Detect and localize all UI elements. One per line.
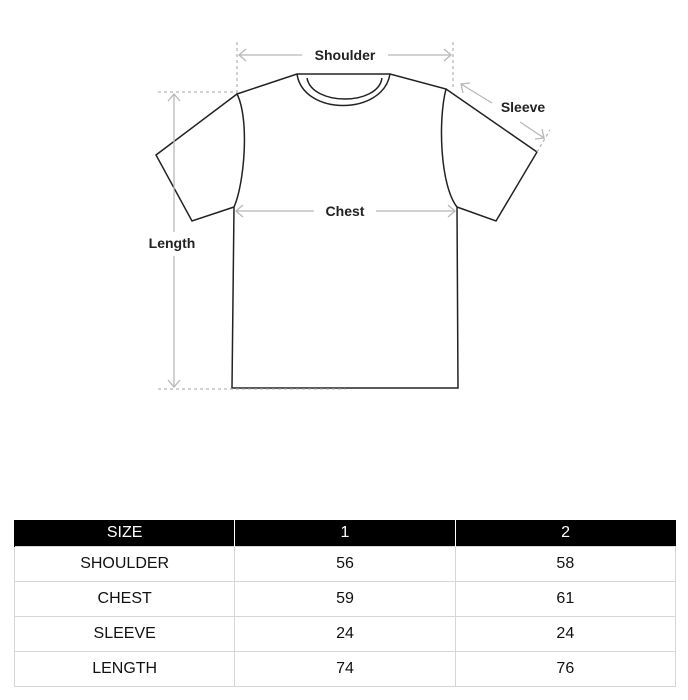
table-cell: 61	[455, 582, 675, 617]
length-label: Length	[148, 235, 196, 251]
shoulder-label: Shoulder	[314, 47, 376, 63]
size-table-header-row	[15, 520, 676, 547]
header-size-1: 1	[235, 520, 455, 547]
row-label-sleeve: SLEEVE	[15, 617, 235, 652]
table-row	[15, 652, 676, 687]
table-row	[15, 582, 676, 617]
row-label-length: LENGTH	[15, 652, 235, 687]
table-cell: 24	[235, 617, 455, 652]
tshirt-outline	[232, 74, 458, 388]
table-row	[15, 547, 676, 582]
table-cell: 56	[235, 547, 455, 582]
neckline-inner	[307, 78, 382, 99]
header-size: SIZE	[15, 520, 235, 547]
table-cell: 59	[235, 582, 455, 617]
sleeve-arrow-b	[535, 129, 544, 139]
sleeve-label: Sleeve	[500, 99, 546, 115]
table-cell: 24	[455, 617, 675, 652]
sleeve-line-b	[520, 122, 544, 138]
header-size-2: 2	[455, 520, 675, 547]
table-cell: 74	[235, 652, 455, 687]
table-cell: 58	[455, 547, 675, 582]
row-label-chest: CHEST	[15, 582, 235, 617]
sleeve-line-a	[461, 84, 492, 103]
chest-label: Chest	[325, 203, 365, 219]
left-sleeve	[156, 94, 237, 221]
table-cell: 76	[455, 652, 675, 687]
row-label-shoulder: SHOULDER	[15, 547, 235, 582]
table-row	[15, 617, 676, 652]
size-chart-table	[14, 520, 676, 687]
